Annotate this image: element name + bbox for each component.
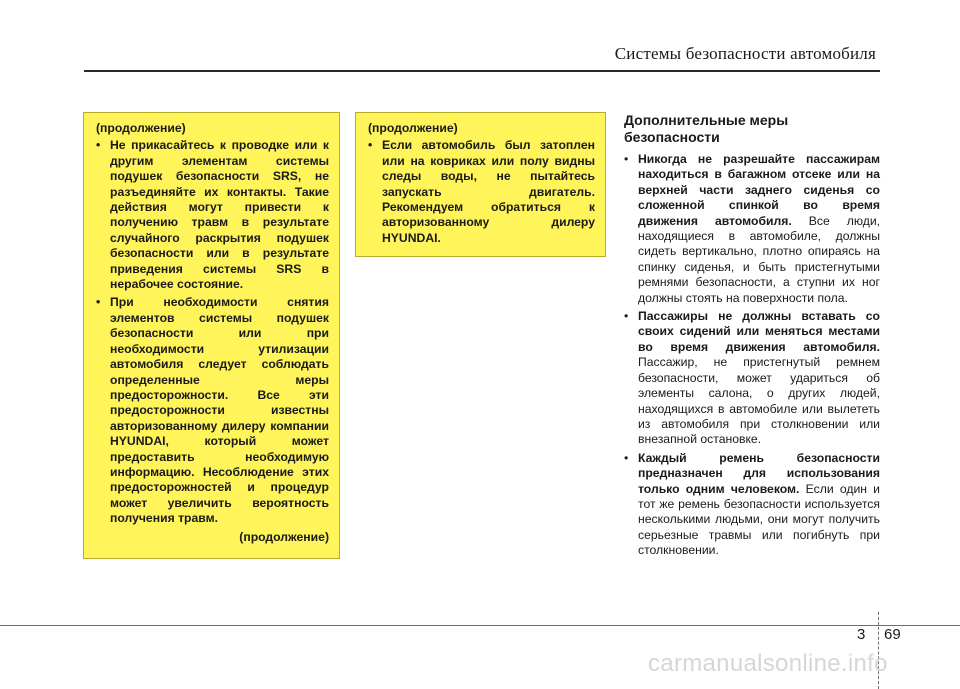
- watermark-text: carmanualsonline.info: [648, 650, 888, 677]
- bullet-icon: •: [96, 138, 101, 153]
- section-title: Системы безопасности автомобиля: [614, 44, 876, 63]
- list-item: [96, 295, 329, 526]
- safety-text-column: [624, 112, 880, 562]
- bullet-icon: •: [368, 138, 373, 153]
- item-text: Если автомобиль был затоплен или на ковриках или полу видны следы воды, не пытайтесь запускать двигатель. Рекомендуем обратиться к авторизованному дилеру HYUNDAI.: [382, 138, 595, 245]
- bullet-icon: •: [624, 309, 629, 324]
- page-number: 69: [884, 626, 901, 643]
- list-item: [96, 138, 329, 292]
- safety-list: [624, 152, 880, 559]
- chapter-number: 3: [857, 626, 866, 643]
- footer-rule: [0, 625, 960, 626]
- bullet-icon: •: [624, 152, 629, 166]
- caution-list-left: [96, 138, 329, 526]
- continued-label-top: (продолжение): [368, 121, 458, 135]
- list-item: [368, 138, 595, 246]
- item-text: При необходимости снятия элементов системы подушек безопасности или при необходимости утилизации автомобиля следует соблюдать определенные меры предосторожности. Все эти предосторожности известны авторизованному дилеру компании HYUNDAI, который может предоставить необходимую информацию. Несоблюдение этих предосторожностей и процедур может увеличить вероятность получения травм.: [110, 295, 329, 526]
- item-bold-text: Каждый ремень безопасности предназначен для использования только одним человеком.: [638, 450, 880, 496]
- list-item: [624, 152, 880, 306]
- caution-list-middle: [368, 138, 595, 246]
- continued-label-top: (продолжение): [96, 121, 186, 135]
- item-bold-text: Пассажиры не должны вставать со своих сидений или меняться местами во время движения автомобиля.: [638, 309, 880, 354]
- item-normal-text: Все люди, находящиеся в автомобиле, должны сидеть вертикально, плотно опираясь на спинку сиденья, и быть пристегнутыми ремнями безопасности, а ступни их ног должны стоять на поверхности пола.: [638, 213, 881, 305]
- bullet-icon: •: [624, 450, 629, 465]
- bullet-icon: •: [96, 295, 101, 310]
- section-heading: Дополнительные меры безопасности: [624, 112, 789, 145]
- header-rule: [84, 70, 880, 72]
- item-normal-text: Пассажир, не пристегнутый ремнем безопасности, может удариться об элементы салона, о других людей, находящихся в автомобиле или вылететь из автомобиля при столкновении или внезапной остановке.: [638, 355, 880, 447]
- item-bold-text: Никогда не разрешайте пассажирам находиться в багажном отсеке или на верхней части заднего сиденья со сложенной спинкой во время движения автомобиля.: [638, 152, 880, 228]
- item-text: Не прикасайтесь к проводке или к другим элементам системы подушек безопасности SRS, не разъединяйте их контакты. Такие действия могут привести к получению травм в результате случайного раскрытия подушек безопасности или в результате приведения системы SRS в нерабочее состояние.: [110, 138, 329, 292]
- continued-label-bottom: (продолжение): [239, 529, 329, 544]
- list-item: [624, 451, 880, 559]
- caution-box-middle: [355, 112, 606, 257]
- list-item: [624, 309, 880, 448]
- caution-box-left: [83, 112, 340, 559]
- item-normal-text: Если один и тот же ремень безопасности используется несколькими людьми, они могут получить серьезные травмы или погибнуть при столкновении.: [638, 481, 880, 558]
